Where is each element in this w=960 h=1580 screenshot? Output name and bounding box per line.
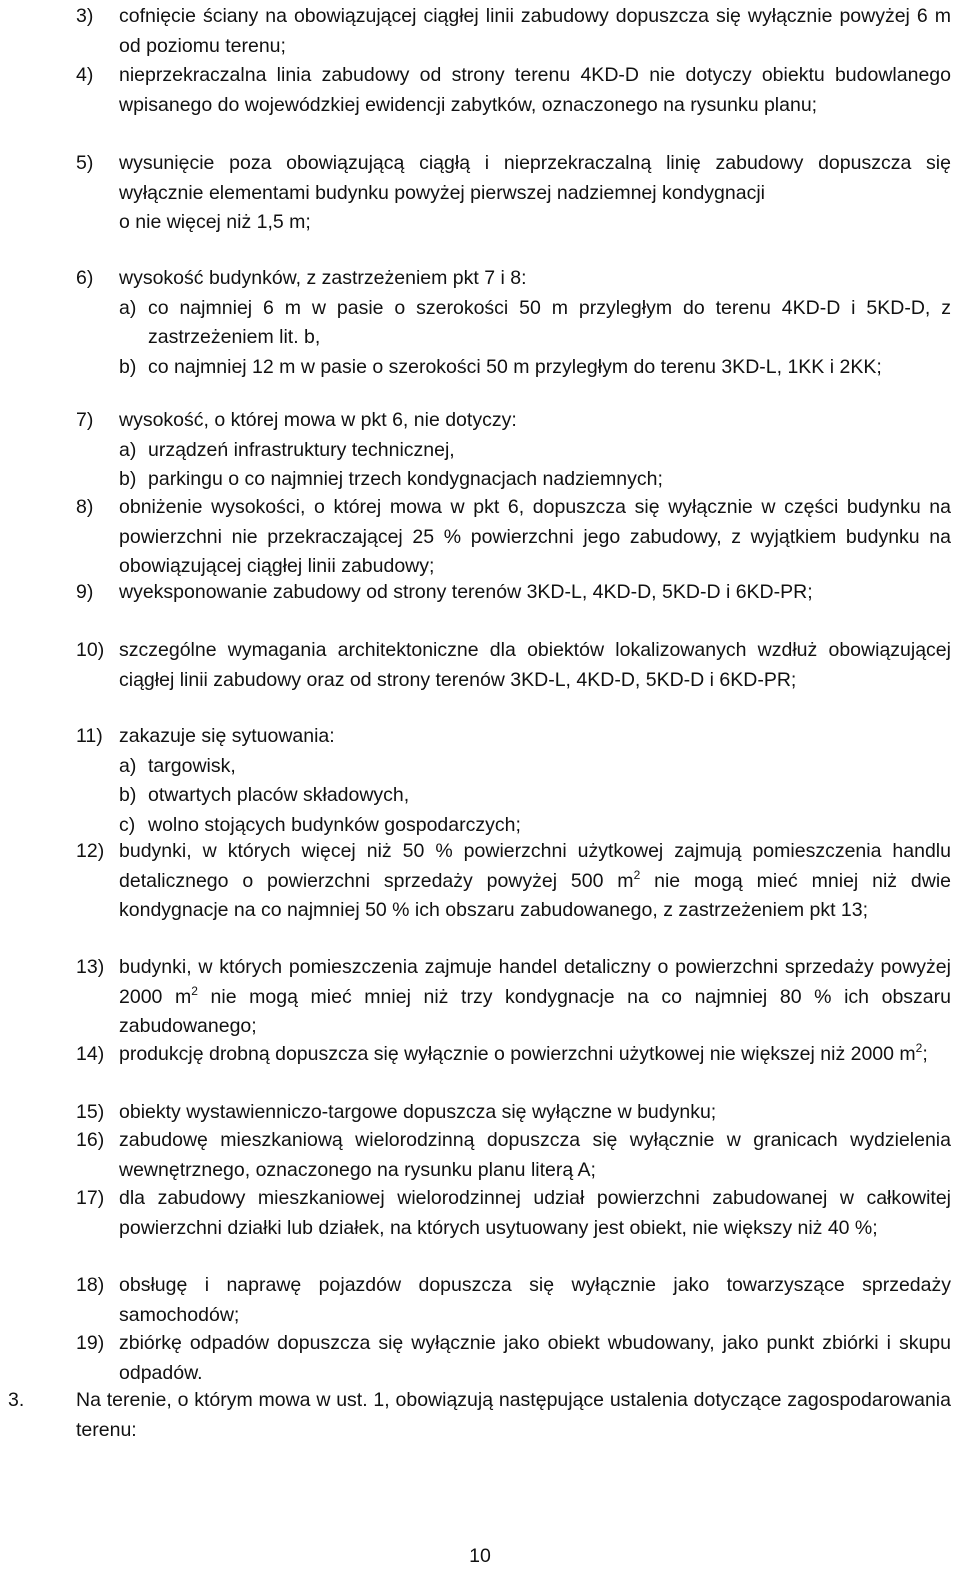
- item-number: 12): [76, 840, 105, 862]
- item-text: wysokość, o której mowa w pkt 6, nie dotyczy:: [119, 409, 517, 431]
- sub-item: [119, 465, 951, 495]
- item-text: [119, 953, 951, 1042]
- item-number: 13): [76, 956, 105, 978]
- list-item-16: [0, 1126, 960, 1185]
- sub-item: [119, 294, 951, 353]
- section-number: 3.: [8, 1389, 25, 1411]
- item-text: wysunięcie poza obowiązującą ciągłą i nieprzekraczalną linię zabudowy dopuszcza się wyłącznie elementami budynku powyżej pierwszej nadziemnej kondygnacji: [119, 152, 951, 204]
- sub-item-label: a): [119, 754, 137, 777]
- item-number: 16): [76, 1129, 105, 1151]
- superscript: 2: [191, 983, 198, 998]
- item-number: 3): [76, 5, 94, 27]
- list-item-6: [0, 264, 960, 382]
- list-item-3: [0, 2, 960, 61]
- list-item-9: [0, 578, 960, 608]
- item-text-main: produkcję drobną dopuszcza się wyłącznie o powierzchni użytkowej nie większej niż 2000 m: [119, 1043, 916, 1065]
- sub-item-label: b): [119, 468, 137, 490]
- list-item-17: [0, 1184, 960, 1243]
- item-text-tail: ;: [922, 1043, 928, 1065]
- item-text-continuation: o nie więcej niż 1,5 m;: [119, 211, 311, 233]
- sub-item: [119, 752, 951, 782]
- sub-item-text: targowisk,: [148, 754, 236, 777]
- list-item-10: [0, 636, 960, 695]
- item-text-tail: nie mogą mieć mniej niż dwie kondygnacje na co najmniej 50 % ich obszaru zabudowanego, z zastrzeżeniem pkt 13;: [119, 869, 951, 921]
- item-number: 7): [76, 409, 94, 431]
- item-number: 18): [76, 1274, 105, 1296]
- list-item-13: [0, 953, 960, 1042]
- sub-item: [119, 811, 951, 841]
- item-text-tail: nie mogą mieć mniej niż trzy kondygnacje na co najmniej 80 % ich obszaru zabudowanego;: [119, 985, 951, 1037]
- sub-item-text: wolno stojących budynków gospodarczych;: [148, 813, 521, 836]
- list-item-18: [0, 1271, 960, 1330]
- list-item-11: [0, 722, 960, 840]
- list-item-15: [0, 1098, 960, 1128]
- sub-item-label: b): [119, 784, 137, 806]
- sub-item: [119, 436, 951, 466]
- item-text-main: budynki, w których pomieszczenia zajmuje handel detaliczny o powierzchni sprzedaży powyżej 2000 m: [119, 956, 951, 1008]
- item-text: wysokość budynków, z zastrzeżeniem pkt 7 i 8:: [119, 267, 527, 289]
- item-text: dla zabudowy mieszkaniowej wielorodzinnej udział powierzchni zabudowanej w całkowitej powierzchni działki lub działek, na których usytuowany jest obiekt, nie większy niż 40 %;: [119, 1187, 951, 1239]
- item-text: obsługę i naprawę pojazdów dopuszcza się wyłącznie jako towarzyszące sprzedaży samochodów;: [119, 1274, 951, 1326]
- item-text: szczególne wymagania architektoniczne dla obiektów lokalizowanych wzdłuż obowiązującej ciągłej linii zabudowy oraz od strony terenów 3KD-L, 4KD-D, 5KD-D i 6KD-PR;: [119, 639, 951, 691]
- item-text-main: budynki, w których więcej niż 50 % powierzchni użytkowej zajmują pomieszczenia handlu detalicznego o powierzchni sprzedaży powyżej 500 m: [119, 840, 951, 892]
- item-number: 9): [76, 581, 94, 603]
- item-text: wyeksponowanie zabudowy od strony terenów 3KD-L, 4KD-D, 5KD-D i 6KD-PR;: [119, 581, 813, 603]
- sub-item: [119, 353, 951, 383]
- item-text: cofnięcie ściany na obowiązującej ciągłej linii zabudowy dopuszcza się wyłącznie powyżej 6 m od poziomu terenu;: [119, 5, 951, 57]
- item-number: 17): [76, 1187, 105, 1209]
- item-number: 4): [76, 64, 94, 86]
- item-number: 19): [76, 1332, 105, 1354]
- list-item-4: [0, 61, 960, 120]
- item-number: 10): [76, 639, 105, 661]
- list-item-7: [0, 406, 960, 495]
- list-item-12: [0, 837, 960, 926]
- sub-item-text: otwartych placów składowych,: [148, 784, 410, 806]
- item-number: 5): [76, 152, 94, 174]
- sub-item: [119, 781, 951, 811]
- section-paragraph: [0, 1386, 960, 1445]
- sub-item-text: co najmniej 12 m w pasie o szerokości 50 m przyległym do terenu 3KD-L, 1KK i 2KK;: [148, 355, 882, 378]
- section-text: Na terenie, o którym mowa w ust. 1, obowiązują następujące ustalenia dotyczące zagospodarowania terenu:: [76, 1389, 951, 1441]
- item-text: zbiórkę odpadów dopuszcza się wyłącznie jako obiekt wbudowany, jako punkt zbiórki i skupu odpadów.: [119, 1332, 951, 1384]
- item-text: obniżenie wysokości, o której mowa w pkt 6, dopuszcza się wyłącznie w części budynku na powierzchni nie przekraczającej 25 % powierzchni jego zabudowy, z wyjątkiem budynku na obowiązującej ciągłej linii zabudowy;: [119, 496, 951, 577]
- sub-item-text: parkingu o co najmniej trzech kondygnacjach nadziemnych;: [148, 468, 663, 490]
- superscript: 2: [633, 867, 641, 882]
- page-number: 10: [469, 1545, 491, 1567]
- item-number: 6): [76, 267, 94, 289]
- item-number: 15): [76, 1101, 105, 1123]
- sub-item-label: a): [119, 438, 137, 461]
- list-item-5: [0, 149, 960, 238]
- item-text: [119, 837, 951, 926]
- list-item-19: [0, 1329, 960, 1388]
- item-text: zabudowę mieszkaniową wielorodzinną dopuszcza się wyłącznie w granicach wydzielenia wewnętrznego, oznaczonego na rysunku planu literą A;: [119, 1129, 951, 1181]
- item-text: nieprzekraczalna linia zabudowy od strony terenu 4KD-D nie dotyczy obiektu budowlanego wpisanego do wojewódzkiej ewidencji zabytków, oznaczonego na rysunku planu;: [119, 64, 951, 116]
- sub-item-label: c): [119, 813, 136, 836]
- sub-item-label: b): [119, 355, 137, 378]
- item-number: 14): [76, 1043, 105, 1065]
- sub-item-text: urządzeń infrastruktury technicznej,: [148, 438, 455, 461]
- item-text: [119, 1040, 951, 1070]
- item-text: zakazuje się sytuowania:: [119, 725, 335, 747]
- sub-item-label: a): [119, 296, 137, 319]
- list-item-8: [0, 493, 960, 582]
- list-item-14: [0, 1040, 960, 1070]
- superscript: 2: [915, 1041, 923, 1055]
- item-text: obiekty wystawienniczo-targowe dopuszcza się wyłączne w budynku;: [119, 1101, 717, 1123]
- sub-item-text: co najmniej 6 m w pasie o szerokości 50 m przyległym do terenu 4KD-D i 5KD-D, z zastrzeżeniem lit. b,: [148, 296, 951, 348]
- item-number: 11): [76, 725, 103, 747]
- item-number: 8): [76, 496, 94, 518]
